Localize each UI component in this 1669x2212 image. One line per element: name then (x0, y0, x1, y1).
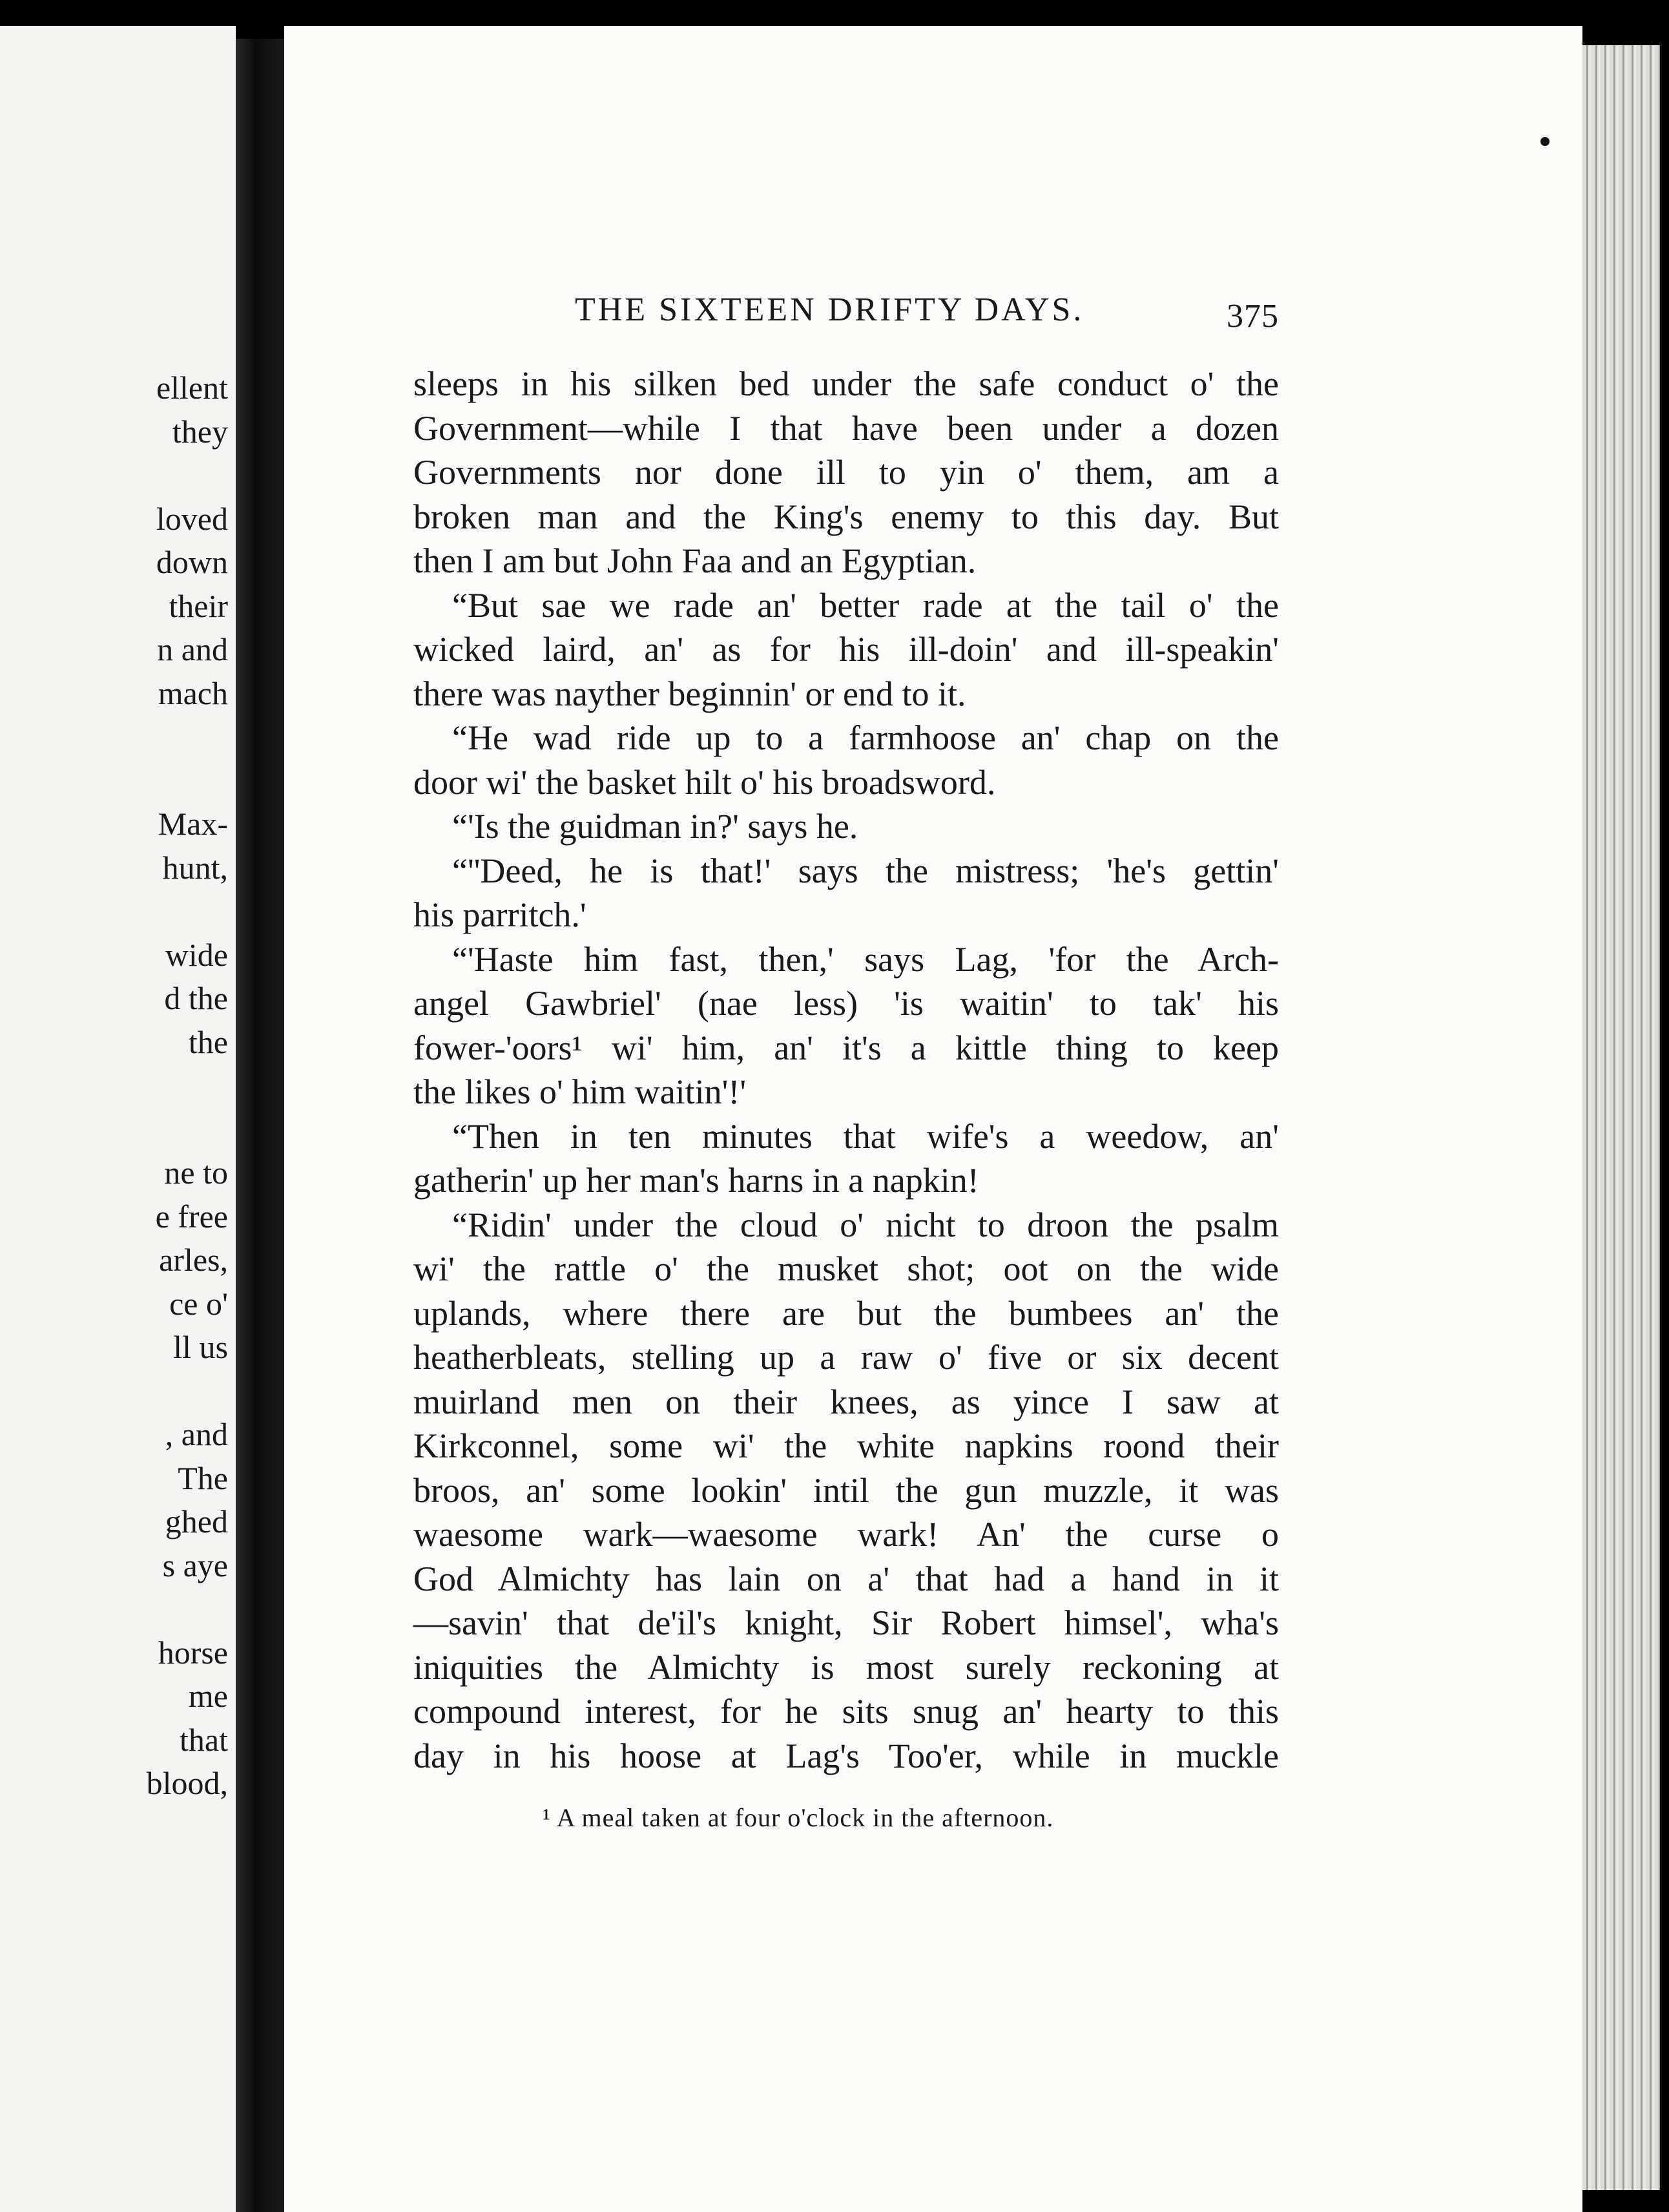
left-page-line: , and (165, 1416, 228, 1452)
text-line: “He wad ride up to a farmhoose an' chap on the (452, 718, 1279, 757)
left-page-line: loved (156, 500, 228, 537)
text-line: Kirkconnel, some wi' the white napkins roond their (413, 1426, 1279, 1465)
text-line: broken man and the King's enemy to this day. But (413, 497, 1279, 536)
left-page-line: ll us (173, 1329, 228, 1365)
left-page-line: ellent (156, 370, 228, 406)
text-line: iniquities the Almichty is most surely reckoning at (413, 1647, 1279, 1687)
text-line: heatherbleats, stelling up a raw o' five or six decent (413, 1338, 1279, 1377)
text-line: “'Haste him fast, then,' says Lag, 'for the Arch- (452, 939, 1279, 979)
left-page-line: s aye (162, 1547, 228, 1583)
text-line: fower-'oors¹ wi' him, an' it's a kittle thing to keep (413, 1028, 1279, 1067)
text-line: door wi' the basket hilt o' his broadsword. (413, 762, 996, 802)
text-line: God Almichty has lain on a' that had a hand in it (413, 1559, 1279, 1598)
text-line: —savin' that de'il's knight, Sir Robert himsel', wha's (413, 1603, 1279, 1642)
text-line: Governments nor done ill to yin o' them, am a (413, 453, 1279, 492)
left-page-line: d the (164, 980, 228, 1016)
left-page-line: horse (158, 1634, 228, 1671)
footnote: ¹ A meal taken at four o'clock in the afternoon. (543, 1803, 1054, 1832)
text-line: broos, an' some lookin' intil the gun muzzle, it was (413, 1470, 1279, 1510)
left-page-line: hunt, (162, 849, 228, 886)
page-number: 375 (1227, 298, 1279, 335)
text-line: sleeps in his silken bed under the safe conduct o' the (413, 364, 1279, 403)
text-line: “Ridin' under the cloud o' nicht to droon the psalm (452, 1205, 1279, 1244)
left-page-line: they (172, 413, 228, 450)
text-line: “'Is the guidman in?' says he. (452, 807, 858, 846)
text-line: waesome wark—waesome wark! An' the curse o (413, 1515, 1279, 1554)
text-line: “Then in ten minutes that wife's a weedow, an' (452, 1116, 1279, 1156)
text-line: angel Gawbriel' (nae less) 'is waitin' to tak' his (413, 984, 1279, 1023)
text-line: wicked laird, an' as for his ill-doin' and ill-speakin' (413, 630, 1279, 669)
left-page-line: e free (155, 1198, 228, 1235)
text-line: day in his hoose at Lag's Too'er, while in muckle (413, 1736, 1279, 1775)
text-line: then I am but John Faa and an Egyptian. (413, 541, 977, 580)
text-line: muirland men on their knees, as yince I saw at (413, 1382, 1279, 1421)
left-page-line: that (180, 1721, 228, 1758)
text-line: “''Deed, he is that!' says the mistress; 'he's gettin' (452, 851, 1279, 890)
left-page-line: n and (157, 631, 228, 667)
left-page-line: Max- (158, 806, 228, 842)
left-page-line: ne to (164, 1154, 228, 1191)
text-line: gatherin' up her man's harns in a napkin! (413, 1161, 979, 1200)
running-head: THE SIXTEEN DRIFTY DAYS. (575, 291, 1084, 328)
left-page-line: down (156, 544, 228, 580)
left-page-line: blood, (146, 1765, 228, 1801)
left-page (0, 26, 236, 2212)
text-line: wi' the rattle o' the musket shot; oot on the wide (413, 1249, 1279, 1288)
book-gutter (236, 39, 284, 2212)
left-page-line: ce o' (169, 1285, 228, 1322)
text-line: the likes o' him waitin'!' (413, 1072, 747, 1111)
left-page-line: wide (165, 936, 228, 973)
text-line: there was nayther beginnin' or end to it. (413, 674, 966, 713)
left-page-line: The (178, 1459, 228, 1496)
text-line: uplands, where there are but the bumbees an' the (413, 1293, 1279, 1333)
text-line: compound interest, for he sits snug an' hearty to this (413, 1692, 1279, 1731)
text-line: “But sae we rade an' better rade at the tail o' the (452, 585, 1279, 625)
page-edges (1582, 45, 1660, 2190)
ink-speck (1540, 137, 1550, 146)
left-page-line: me (188, 1678, 228, 1714)
body-text (413, 362, 1279, 1778)
text-line: Government—while I that have been under a dozen (413, 408, 1279, 448)
left-page-line: arles, (159, 1242, 228, 1278)
left-page-line: the (188, 1023, 228, 1060)
left-page-line: ghed (165, 1503, 228, 1539)
left-page-line: their (169, 587, 228, 624)
left-page-line: mach (158, 674, 228, 711)
text-line: his parritch.' (413, 895, 586, 934)
